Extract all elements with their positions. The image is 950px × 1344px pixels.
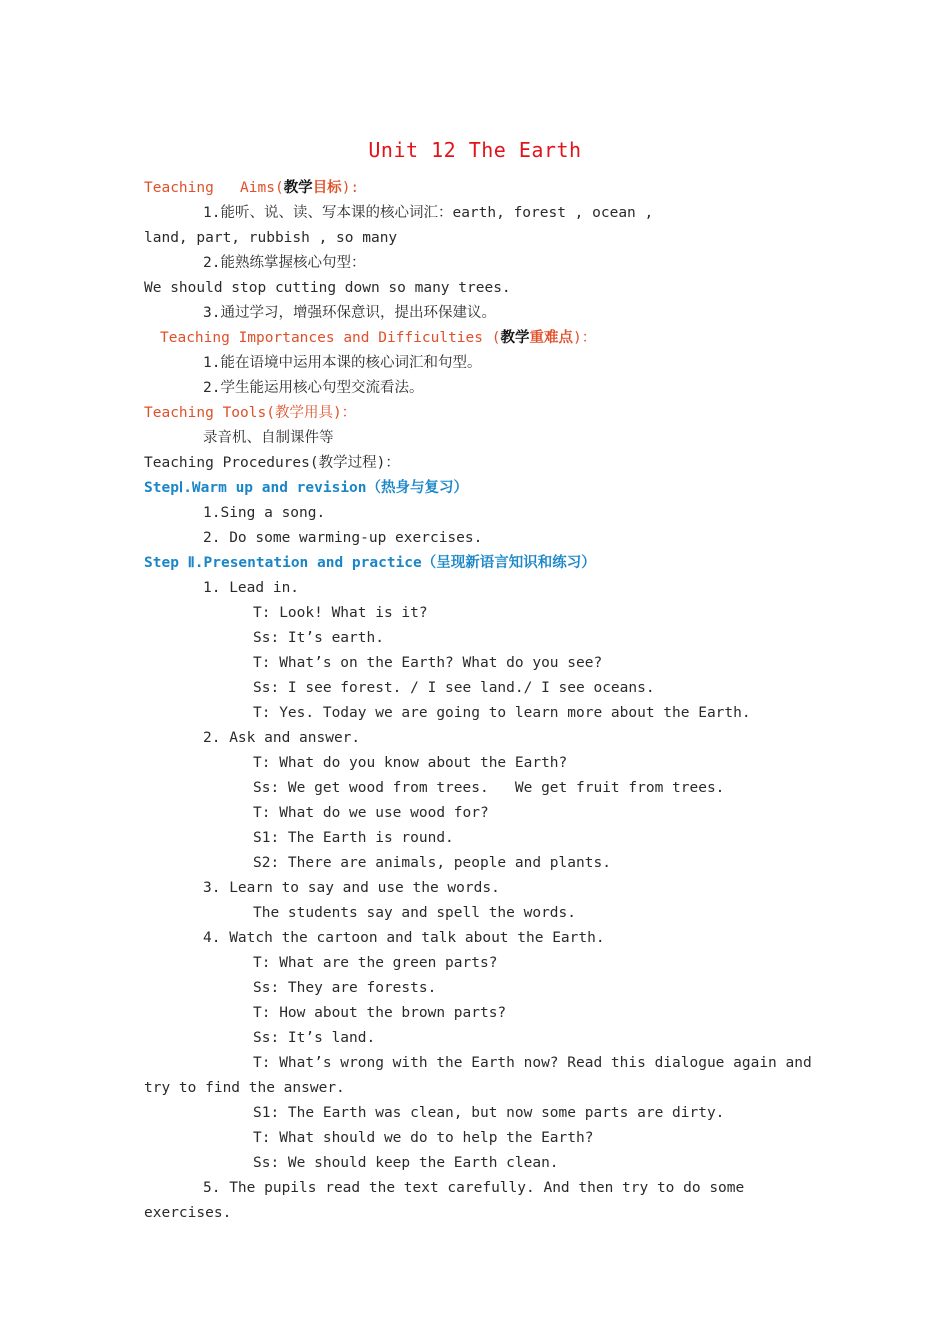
dialogue-line: T: What do you know about the Earth? xyxy=(253,755,568,771)
importances-label-en: Teaching Importances and Difficulties ( xyxy=(160,330,501,346)
dialogue-line: T: What’s on the Earth? What do you see? xyxy=(253,655,603,671)
aims-label-cn1: 教学 xyxy=(283,180,313,196)
dialogue-line: Ss: They are forests. xyxy=(253,980,437,996)
dialogue-line: Ss: We should keep the Earth clean. xyxy=(253,1155,559,1171)
step1-heading: StepⅠ.Warm up and revision（热身与复习） xyxy=(144,480,469,496)
step2-read-text: 5. The pupils read the text carefully. And then try to do some xyxy=(203,1180,745,1196)
dialogue-line: T: Look! What is it? xyxy=(253,605,428,621)
dialogue-line: S2: There are animals, people and plants. xyxy=(253,855,611,871)
aims-item-1b: land, part, rubbish , so many xyxy=(144,230,398,246)
tools-heading: Teaching Tools(教学用具)： xyxy=(144,405,357,421)
step2-read-text-wrap: exercises. xyxy=(144,1205,232,1221)
importances-item-1: 1.能在语境中运用本课的核心词汇和句型。 xyxy=(203,355,482,371)
importances-label-end: )： xyxy=(572,330,597,346)
aims-item-3: 3.通过学习，增强环保意识，提出环保建议。 xyxy=(203,305,496,321)
dialogue-line: S1: The Earth is round. xyxy=(253,830,454,846)
step2-heading: Step Ⅱ.Presentation and practice（呈现新语言知识和练习） xyxy=(144,555,596,571)
dialogue-line: T: What should we do to help the Earth? xyxy=(253,1130,594,1146)
step2-lead-in: 1. Lead in. xyxy=(203,580,300,596)
dialogue-line: T: What do we use wood for? xyxy=(253,805,489,821)
step2-watch-cartoon: 4. Watch the cartoon and talk about the Earth. xyxy=(203,930,605,946)
aims-label-en: Teaching Aims( xyxy=(144,180,284,196)
aims-label-end: ): xyxy=(341,180,360,196)
page-title: Unit 12 The Earth xyxy=(368,138,582,162)
dialogue-line: Ss: I see forest. / I see land./ I see oceans. xyxy=(253,680,655,696)
importances-label-cn2: 重难点 xyxy=(529,330,573,346)
dialogue-line: T: What’s wrong with the Earth now? Read this dialogue again and xyxy=(253,1055,812,1071)
dialogue-line: Ss: It’s land. xyxy=(253,1030,376,1046)
importances-heading xyxy=(160,328,596,348)
tools-item: 录音机、自制课件等 xyxy=(203,430,334,446)
dialogue-line: Ss: It’s earth. xyxy=(253,630,384,646)
step2-ask-answer: 2. Ask and answer. xyxy=(203,730,361,746)
dialogue-line: The students say and spell the words. xyxy=(253,905,577,921)
dialogue-line-wrap: try to find the answer. xyxy=(144,1080,345,1096)
dialogue-line: S1: The Earth was clean, but now some parts are dirty. xyxy=(253,1105,725,1121)
aims-label-cn2: 目标 xyxy=(312,180,342,196)
dialogue-line: T: How about the brown parts? xyxy=(253,1005,507,1021)
importances-item-2: 2.学生能运用核心句型交流看法。 xyxy=(203,380,424,396)
aims-heading xyxy=(144,178,359,198)
step1-item: 1.Sing a song. xyxy=(203,505,326,521)
importances-label-cn1: 教学 xyxy=(500,330,530,346)
dialogue-line: T: Yes. Today we are going to learn more about the Earth. xyxy=(253,705,751,721)
aims-item-2: 2.能熟练掌握核心句型： xyxy=(203,255,366,271)
aims-item-2-sentence: We should stop cutting down so many trees. xyxy=(144,280,511,296)
aims-item-1a: 1.能听、说、读、写本课的核心词汇：earth, forest , ocean , xyxy=(203,205,654,221)
dialogue-line: T: What are the green parts? xyxy=(253,955,498,971)
dialogue-line: Ss: We get wood from trees. We get fruit from trees. xyxy=(253,780,725,796)
step1-item: 2. Do some warming-up exercises. xyxy=(203,530,483,546)
procedures-heading: Teaching Procedures(教学过程)： xyxy=(144,455,400,471)
step2-learn-words: 3. Learn to say and use the words. xyxy=(203,880,500,896)
